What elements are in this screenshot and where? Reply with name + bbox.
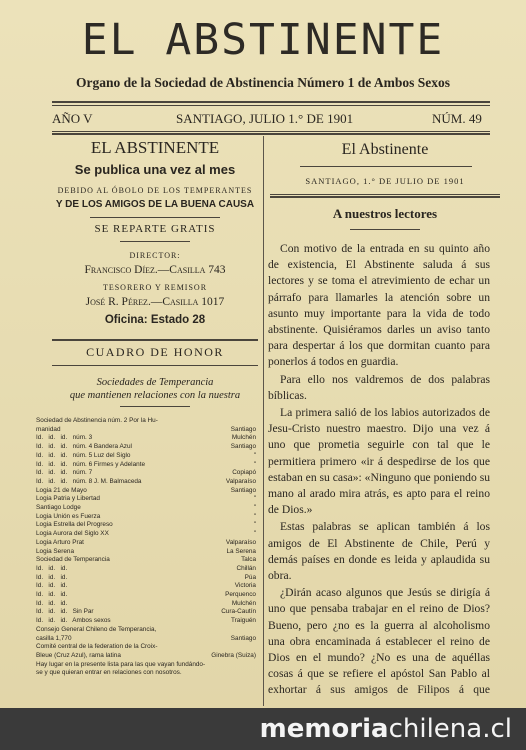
director-name: Francisco Díez.—Casilla 743 — [84, 264, 226, 276]
honor-city: Santiago — [230, 634, 256, 642]
honor-city: Talca — [241, 556, 256, 564]
honor-list — [36, 417, 256, 678]
honor-society: Id. id. id. — [36, 582, 68, 590]
info-reparte: SE REPARTE GRATIS — [94, 223, 216, 235]
footer-bar — [0, 708, 526, 750]
tesorero-label: TESORERO Y REMISOR — [102, 283, 208, 292]
footer-brand[interactable] — [260, 712, 512, 746]
honor-city: Chillán — [236, 564, 256, 572]
honor-row — [36, 539, 256, 548]
honor-title: CUADRO DE HONOR — [86, 345, 224, 359]
honor-society: Id. id. id. núm. 4 Bandera Azul — [36, 443, 132, 451]
honor-row — [36, 426, 256, 435]
honor-row — [36, 600, 256, 609]
article-rule-2 — [270, 196, 500, 198]
tesorero-name: José R. Pérez.—Casilla 1017 — [85, 296, 225, 308]
honor-city: " — [253, 460, 256, 468]
info-title: EL ABSTINENTE — [90, 138, 220, 157]
honor-row — [36, 556, 256, 565]
masthead: EL ABSTINENTE — [81, 15, 445, 65]
issue-year: AÑO V — [52, 111, 93, 126]
honor-city: Púa — [244, 573, 256, 581]
honor-city: Mulchén — [231, 434, 256, 442]
honor-society: casilla 1,770 — [36, 634, 72, 642]
honor-city — [210, 661, 256, 670]
honor-row — [36, 478, 256, 487]
honor-society: Hay lugar en la presente lista para las que vayan fundándo- — [36, 660, 206, 668]
column-divider — [263, 136, 264, 706]
honor-society: Id. id. id. Sin Par — [36, 608, 94, 616]
honor-city: " — [253, 512, 256, 520]
honor-row — [36, 417, 256, 426]
honor-city — [210, 643, 256, 652]
info-rule-2 — [120, 241, 190, 242]
honor-row — [36, 652, 256, 661]
honor-society: Id. id. id. núm. 3 — [36, 434, 93, 442]
honor-society: Id. id. id. núm. 7 — [36, 469, 93, 477]
honor-city: Valparaíso — [225, 477, 256, 485]
info-frequency: Se publica una vez al mes — [74, 162, 236, 177]
honor-row — [36, 452, 256, 461]
honor-society: Sociedad de Abstinencia núm. 2 Por la Hu- — [36, 417, 158, 424]
honor-city: " — [253, 451, 256, 459]
article-rule-1 — [270, 194, 500, 195]
article-paragraph: Estas palabras se aplican también á los amigos de El Abstinente de Chile, Perú y demás países en donde es leida y aplaudida su obra. — [268, 520, 490, 583]
honor-city — [210, 669, 256, 678]
honor-city: " — [253, 530, 256, 538]
honor-city: Victoria — [234, 582, 256, 590]
honor-row — [36, 574, 256, 583]
honor-subtitle-2: que mantienen relaciones con la nuestra — [69, 390, 241, 401]
honor-society: Logia Estrella del Progreso — [36, 521, 113, 529]
honor-society: se y que quieran entrar en relaciones con nosotros. — [36, 669, 182, 677]
meta-rule — [52, 131, 490, 132]
article-paragraph: La primera salió de los labios autorizados de Jesu-Cristo nuestro maestro. Dijo una vez á uno que prometia seguirle con tal que le permitiera primero «ir á despedirse de los que estaban en su casa»: «Ninguno que poniendo su mano al arado mira atrás, es apto para el reino de Dios.» — [268, 406, 490, 517]
honor-city — [210, 626, 256, 635]
director-label: DIRECTOR: — [129, 251, 181, 260]
honor-row — [36, 626, 256, 635]
article-dateline: SANTIAGO, 1.° DE JULIO DE 1901 — [305, 176, 465, 186]
honor-society: Logia Patria y Libertad — [36, 495, 100, 503]
honor-city: Copiapó — [232, 469, 256, 477]
honor-subtitle-1: Sociedades de Temperancia — [96, 377, 214, 388]
honor-society: Logia 21 de Mayo — [36, 486, 87, 494]
honor-society: Id. id. id. — [36, 564, 68, 572]
info-amigos: Y DE LOS AMIGOS DE LA BUENA CAUSA — [55, 199, 255, 210]
honor-row — [36, 669, 256, 678]
honor-row — [36, 443, 256, 452]
footer-brand-rest: chilena.cl — [388, 714, 512, 744]
honor-city: Valparaíso — [225, 538, 256, 546]
honor-society: Logia Arturo Prat — [36, 538, 84, 546]
article-paragraph: Con motivo de la entrada en su quinto año de existencia, El Abstinente saluda á sus lectores y se toma el atrevimiento de echar un párrafo para llamarles la atención sobre un asunto muy importante para la vida de todo abstinente. Quisiéramos darles un aviso tanto para despertar á los que dormitan cuanto para ponerlos á todos en guardia. — [268, 242, 490, 369]
honor-row — [36, 530, 256, 539]
honor-society: Logia Aurora del Siglo XX — [36, 530, 109, 538]
honor-row — [36, 461, 256, 470]
honor-row — [36, 513, 256, 522]
honor-society: Id. id. id. — [36, 573, 68, 581]
honor-row — [36, 661, 256, 670]
article-paragraph: Para ello nos valdremos de dos palabras bíblicas. — [268, 372, 490, 402]
honor-society: Comité central de la federation de la Croix- — [36, 643, 158, 651]
masthead-subtitle: Organo de la Sociedad de Abstinencia Número 1 de Ambos Sexos — [75, 75, 451, 90]
honor-city: Traiguén — [231, 617, 256, 625]
honor-row — [36, 591, 256, 600]
honor-city: " — [253, 504, 256, 512]
footer-brand-bold: memoria — [259, 714, 389, 744]
article-header: El Abstinente — [341, 141, 429, 158]
top-rule-thin — [52, 105, 490, 106]
article-title: A nuestros lectores — [332, 206, 438, 221]
article-paragraph: ¿Dirán acaso algunos que Jesús se dirigía á uno que pensaba trabajar en el reino de Dios? Bueno, pero ¿no es la guerra al alcoholismo una obra encaminada á establecer el reino de Dios en el mundo? ¿No es una de aquéllas cosas á que se refiere el apóstol San Pablo al exhortar á sus amigos de Filipos á que — [268, 586, 490, 697]
article-body — [268, 241, 490, 697]
honor-society: Sociedad de Temperancia — [36, 556, 110, 564]
honor-society: Id. id. id. núm. 5 Luz del Siglo — [36, 451, 131, 459]
honor-society: Id. id. id. — [36, 599, 68, 607]
article-header-rule — [300, 166, 472, 167]
honor-society: Id. id. id. Ambos sexos — [36, 617, 111, 625]
honor-row — [36, 487, 256, 496]
honor-city: Mulchén — [231, 599, 256, 607]
honor-row — [36, 504, 256, 513]
honor-city: Perquenco — [225, 591, 256, 599]
honor-row — [36, 565, 256, 574]
honor-row — [36, 635, 256, 644]
meta-rule-thick — [52, 133, 490, 135]
honor-row — [36, 548, 256, 557]
honor-rule-mid — [52, 365, 258, 366]
honor-society: manidad — [36, 425, 61, 433]
honor-city: Santiago — [230, 443, 256, 451]
honor-city — [210, 417, 256, 426]
honor-row — [36, 582, 256, 591]
top-rule — [52, 101, 490, 103]
issue-dateline: SANTIAGO, JULIO 1.° DE 1901 — [176, 111, 354, 126]
honor-city: Cura-Cautín — [221, 608, 256, 616]
honor-row — [36, 495, 256, 504]
honor-row — [36, 608, 256, 617]
honor-city: Santiago — [230, 486, 256, 494]
honor-city: La Serena — [226, 547, 256, 555]
honor-row — [36, 643, 256, 652]
honor-society: Id. id. id. núm. 8 J. M. Balmaceda — [36, 477, 142, 485]
honor-row — [36, 521, 256, 530]
oficina: Oficina: Estado 28 — [104, 314, 206, 326]
article-title-rule — [350, 229, 420, 230]
honor-row — [36, 469, 256, 478]
honor-society: Logia Unión es Fuerza — [36, 512, 101, 520]
honor-rule-short — [120, 406, 190, 407]
honor-city: " — [253, 495, 256, 503]
honor-society: Id. id. id. — [36, 591, 68, 599]
honor-society: Consejo General Chileno de Temperancia, — [36, 625, 157, 633]
honor-society: Bleue (Cruz Azul), rama latina — [36, 651, 121, 659]
honor-row — [36, 434, 256, 443]
honor-table — [36, 417, 256, 678]
honor-rule-top — [52, 339, 258, 341]
honor-society: Id. id. id. núm. 6 Firmes y Adelante — [36, 460, 146, 468]
info-rule-1 — [90, 217, 220, 218]
honor-row — [36, 617, 256, 626]
honor-city: " — [253, 521, 256, 529]
honor-society: Santiago Lodge — [36, 504, 81, 512]
info-debido: DEBIDO AL ÓBOLO DE LOS TEMPERANTES — [57, 186, 253, 195]
honor-city: Ginebra (Suiza) — [211, 651, 256, 659]
honor-society: Logia Serena — [36, 547, 75, 555]
honor-city: Santiago — [230, 425, 256, 433]
issue-number: NÚM. 49 — [432, 111, 482, 126]
